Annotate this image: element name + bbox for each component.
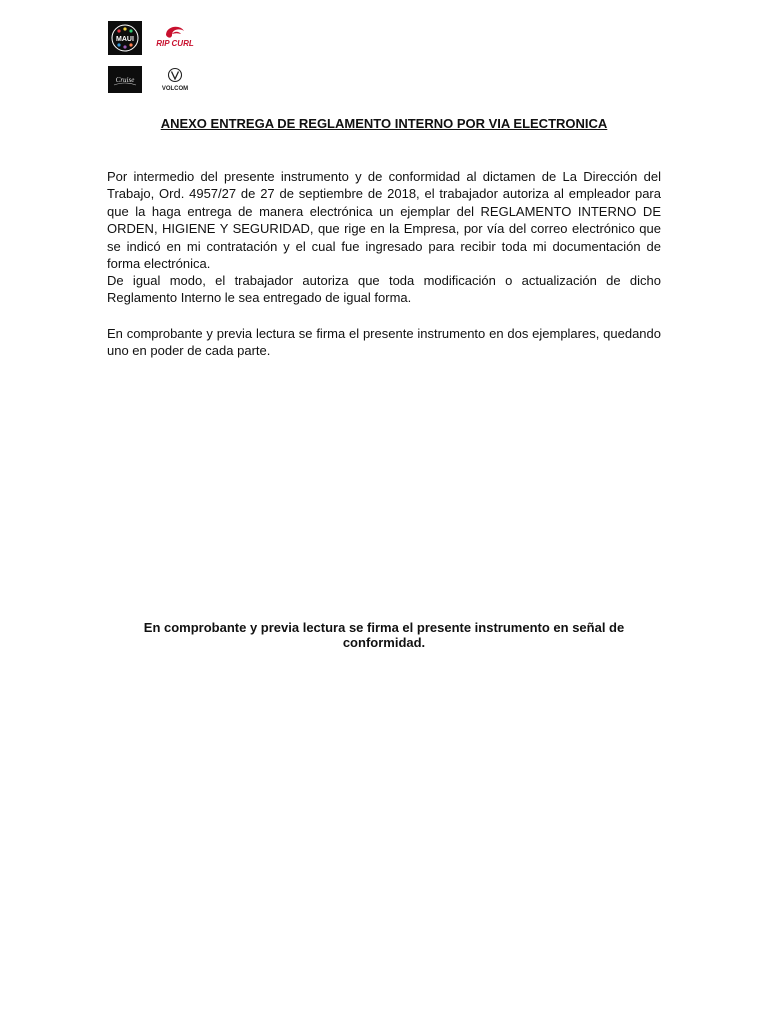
paragraph-copies: En comprobante y previa lectura se firma el presente instrumento en dos ejemplares, quedando uno en poder de cada parte. bbox=[107, 326, 661, 359]
maui-logo-text: MAUI bbox=[116, 36, 134, 43]
ripcurl-logo bbox=[148, 22, 202, 50]
paragraph-authorization: Por intermedio del presente instrumento y de conformidad al dictamen de La Dirección del Trabajo, Ord. 4957/27 de 27 de septiembre de 2018, el trabajador autoriza al empleador para que la haga entrega de manera electrónica un ejemplar del REGLAMENTO INTERNO DE ORDEN, HIGIENE Y SEGURIDAD, que rige en la Empresa, por vía del correo electrónico que se indicó en mi contratación y el cual fue ingresado para recibir toda mi documentación de forma electrónica. bbox=[107, 169, 661, 272]
closing-statement: En comprobante y previa lectura se firma el presente instrumento en señal de conformidad. bbox=[143, 620, 625, 650]
ripcurl-logo-text: RIP CURL bbox=[156, 39, 194, 48]
cruise-logo bbox=[108, 66, 142, 93]
maui-logo bbox=[108, 21, 142, 55]
volcom-logo bbox=[155, 66, 195, 92]
cruise-logo-text: Cruise bbox=[115, 76, 135, 84]
volcom-logo-text: VOLCOM bbox=[161, 86, 189, 92]
paragraph-modifications: De igual modo, el trabajador autoriza que toda modificación o actualización de dicho Reglamento Interno le sea entregado de igual forma. bbox=[107, 273, 661, 306]
document-title: ANEXO ENTREGA DE REGLAMENTO INTERNO POR VIA ELECTRONICA bbox=[160, 116, 608, 131]
